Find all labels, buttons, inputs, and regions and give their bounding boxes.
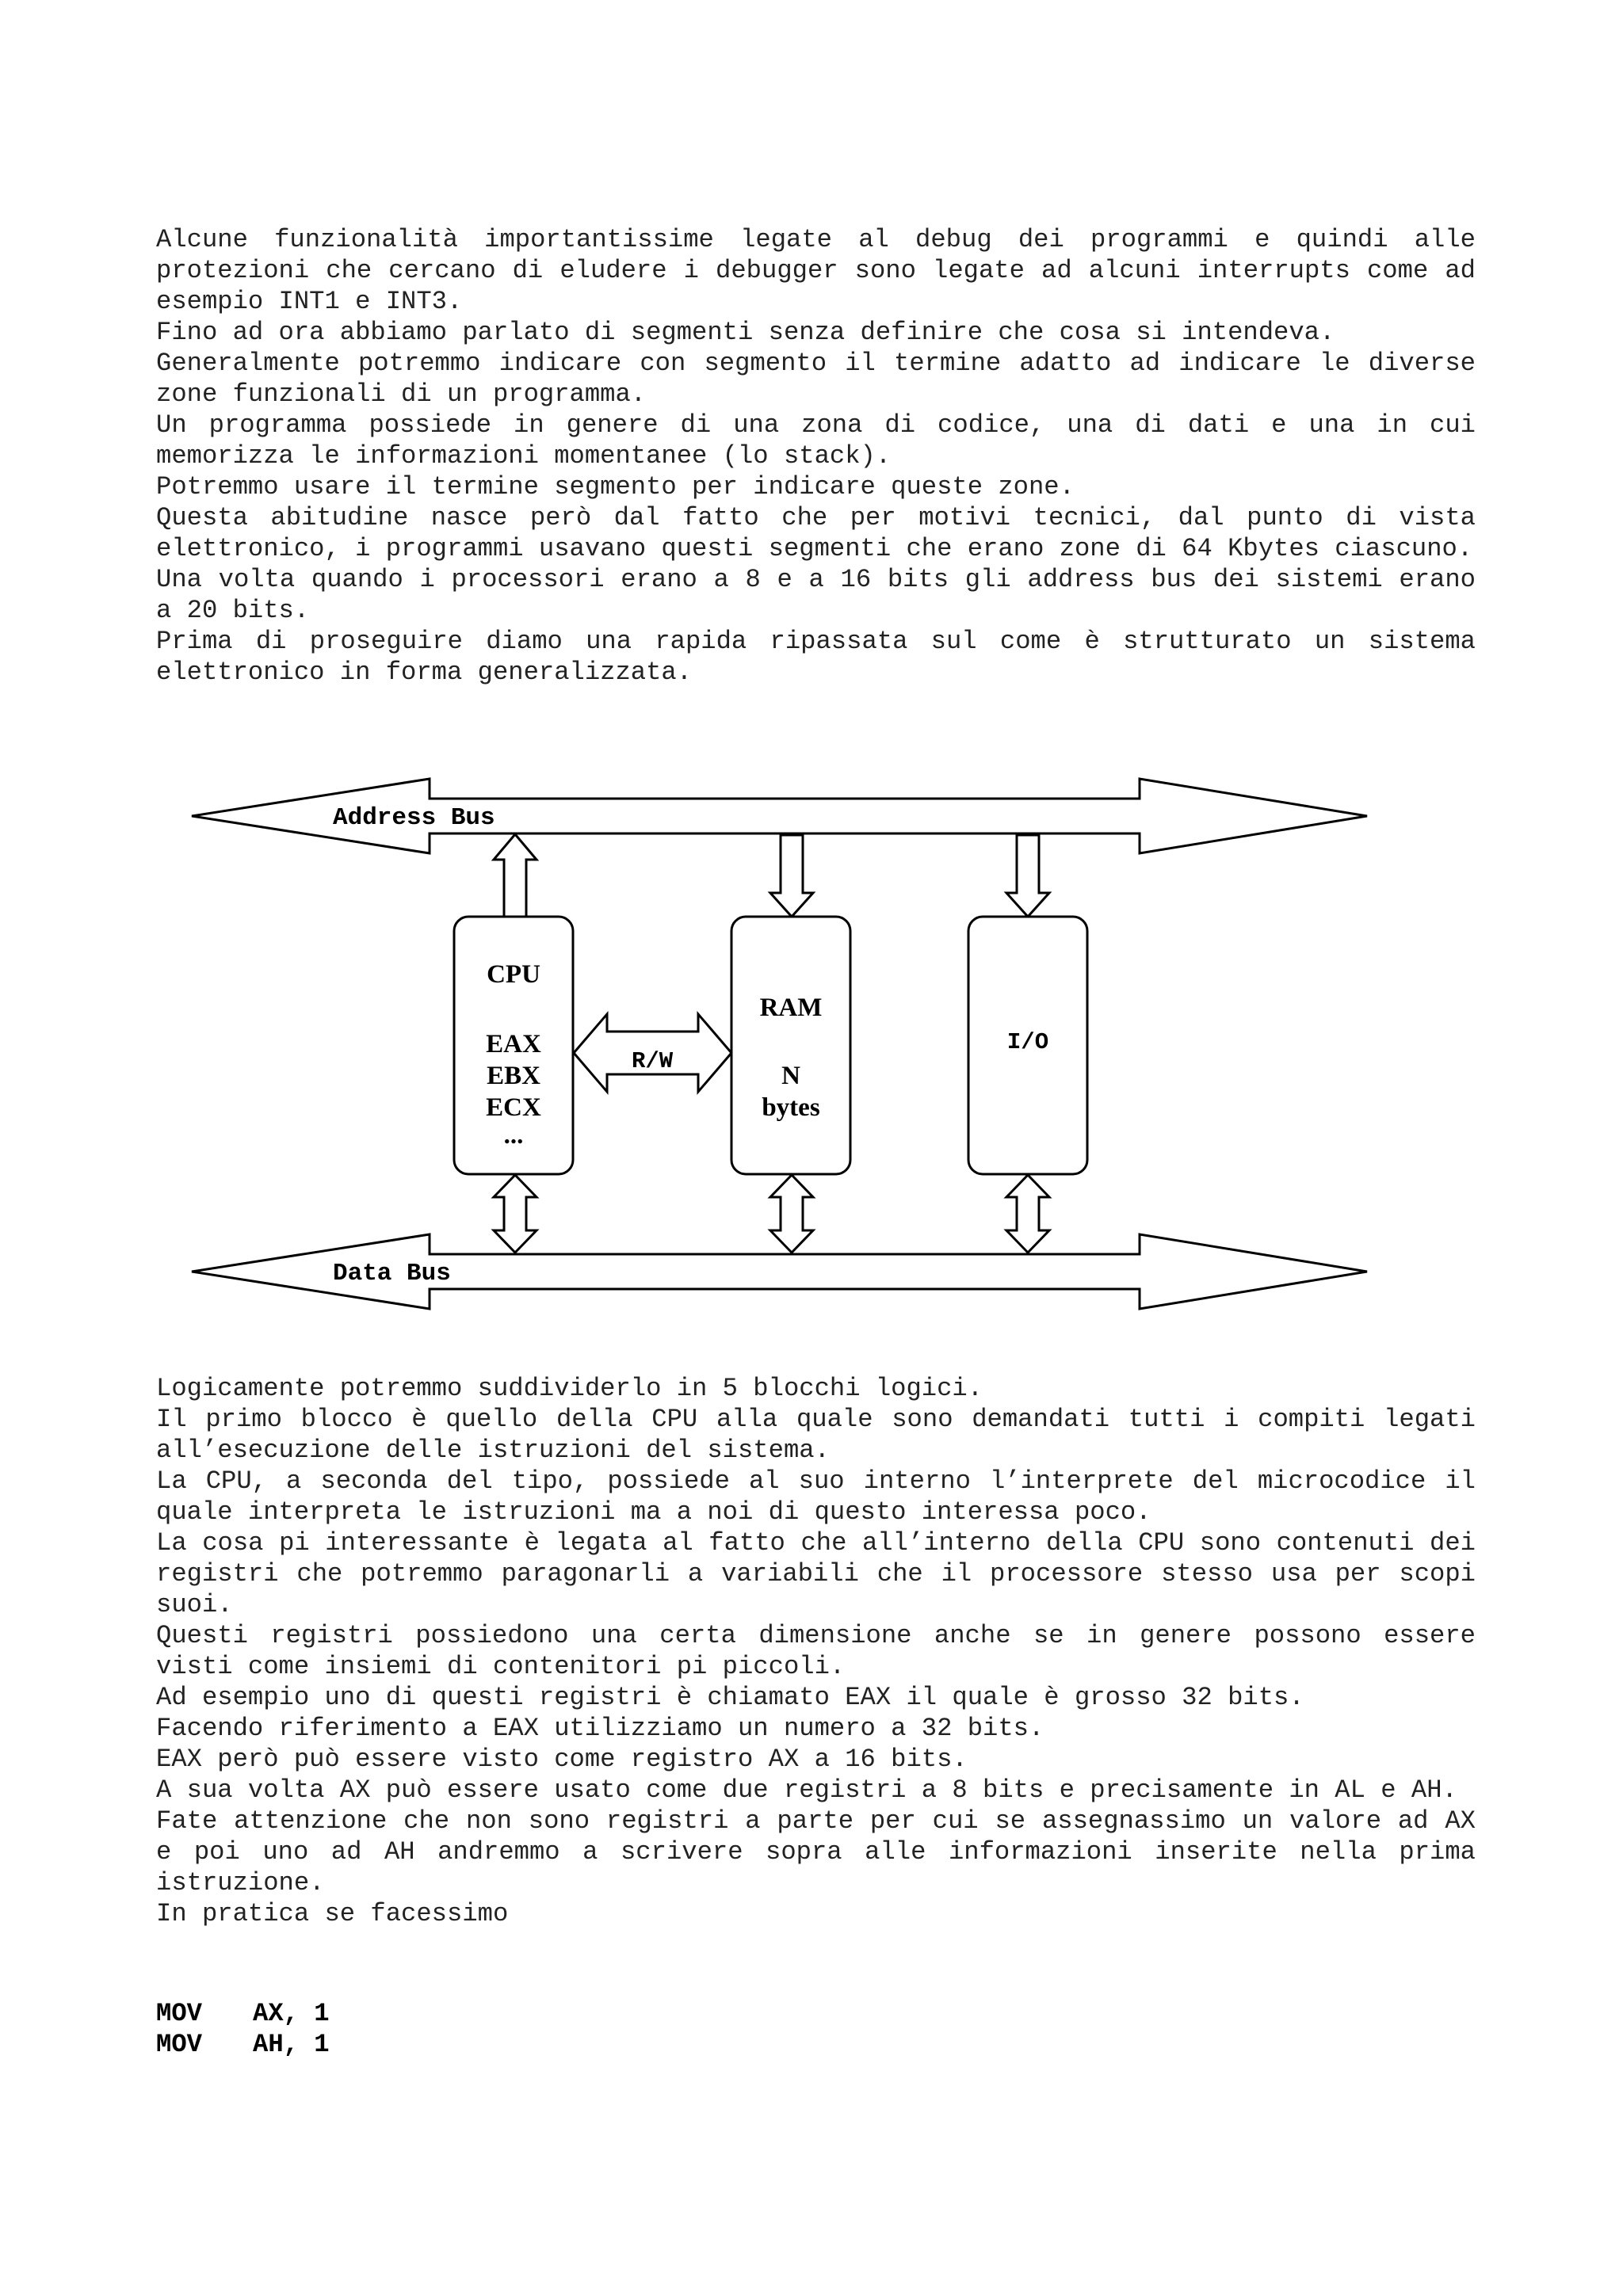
paragraph: Una volta quando i processori erano a 8 e a 16 bits gli address bus dei sistemi erano a 20 bits. (156, 565, 1476, 625)
address-bus-label: Address Bus (333, 804, 495, 832)
cpu-title: CPU (487, 960, 540, 989)
ram-data-arrow (770, 1175, 813, 1253)
paragraph: La cosa pi interessante è legata al fatto che all’interno della CPU sono contenuti dei registri che potremmo paragonarli a variabili che il processore stesso usa per scopi suoi. (156, 1528, 1476, 1619)
cpu-register: EBX (487, 1062, 540, 1090)
paragraph: Logicamente potremmo suddividerlo in 5 blocchi logici. (156, 1374, 983, 1403)
paragraph: Un programma possiede in genere di una zona di codice, una di dati e una in cui memorizza le informazioni momentanee (lo stack). (156, 410, 1476, 471)
paragraph: Fino ad ora abbiamo parlato di segmenti senza definire che cosa si intendeva. (156, 318, 1335, 347)
io-address-arrow (1006, 835, 1049, 917)
ram-title: RAM (759, 994, 823, 1022)
intro-text (156, 224, 1476, 688)
system-architecture-diagram (182, 765, 1387, 1319)
cpu-data-arrow (494, 1175, 537, 1253)
ram-size-unit: bytes (762, 1093, 820, 1122)
body-text (156, 1373, 1476, 1929)
paragraph: Facendo riferimento a EAX utilizziamo un numero a 32 bits. (156, 1714, 1044, 1743)
paragraph: In pratica se facessimo (156, 1899, 509, 1928)
paragraph: Generalmente potremmo indicare con segmento il termine adatto ad indicare le diverse zone funzionali di un programma. (156, 349, 1476, 409)
paragraph: Questa abitudine nasce però dal fatto che per motivi tecnici, dal punto di vista elettronico, i programmi usavano questi segmenti che erano zone di 64 Kbytes ciascuno. (156, 503, 1476, 563)
io-data-arrow (1006, 1175, 1049, 1253)
ram-address-arrow (770, 835, 813, 917)
paragraph: Potremmo usare il termine segmento per indicare queste zone. (156, 472, 1075, 502)
paragraph: EAX però può essere visto come registro AX a 16 bits. (156, 1745, 968, 1774)
cpu-address-arrow (494, 834, 537, 917)
paragraph: Alcune funzionalità importantissime legate al debug dei programmi e quindi alle protezioni che cercano di eludere i debugger sono legate ad alcuni interrupts come ad esempio INT1 e INT3. (156, 225, 1476, 316)
paragraph: Fate attenzione che non sono registri a parte per cui se assegnassimo un valore ad AX e poi uno ad AH andremmo a scrivere sopra alle informazioni inserite nella prima istruzione. (156, 1806, 1476, 1897)
paragraph: A sua volta AX può essere usato come due registri a 8 bits e precisamente in AL e AH. (156, 1775, 1457, 1805)
paragraph: Il primo blocco è quello della CPU alla quale sono demandati tutti i compiti legati all’esecuzione delle istruzioni del sistema. (156, 1405, 1476, 1465)
paragraph: Ad esempio uno di questi registri è chiamato EAX il quale è grosso 32 bits. (156, 1683, 1304, 1712)
ram-box (731, 917, 850, 1174)
paragraph: Questi registri possiedono una certa dimensione anche se in genere possono essere visti come insiemi di contenitori pi piccoli. (156, 1621, 1476, 1681)
ram-size: N (781, 1062, 800, 1090)
code-block (156, 1998, 330, 2060)
paragraph: La CPU, a seconda del tipo, possiede al suo interno l’interprete del microcodice il quale interpreta le istruzioni ma a noi di questo interessa poco. (156, 1466, 1476, 1527)
code-line (156, 2029, 330, 2060)
cpu-register: EAX (486, 1030, 541, 1058)
data-bus-label: Data Bus (333, 1260, 451, 1287)
cpu-register: ECX (486, 1093, 541, 1122)
code-line (156, 1998, 330, 2029)
paragraph: Prima di proseguire diamo una rapida ripassata sul come è strutturato un sistema elettronico in forma generalizzata. (156, 627, 1476, 687)
code-operands: AX, 1 (253, 1999, 330, 2028)
rw-label: R/W (632, 1048, 674, 1074)
code-operands: AH, 1 (253, 2030, 330, 2059)
io-label: I/O (1006, 1029, 1049, 1055)
code-opcode: MOV (156, 1999, 202, 2028)
code-opcode: MOV (156, 2030, 202, 2059)
cpu-register: ... (503, 1121, 524, 1150)
